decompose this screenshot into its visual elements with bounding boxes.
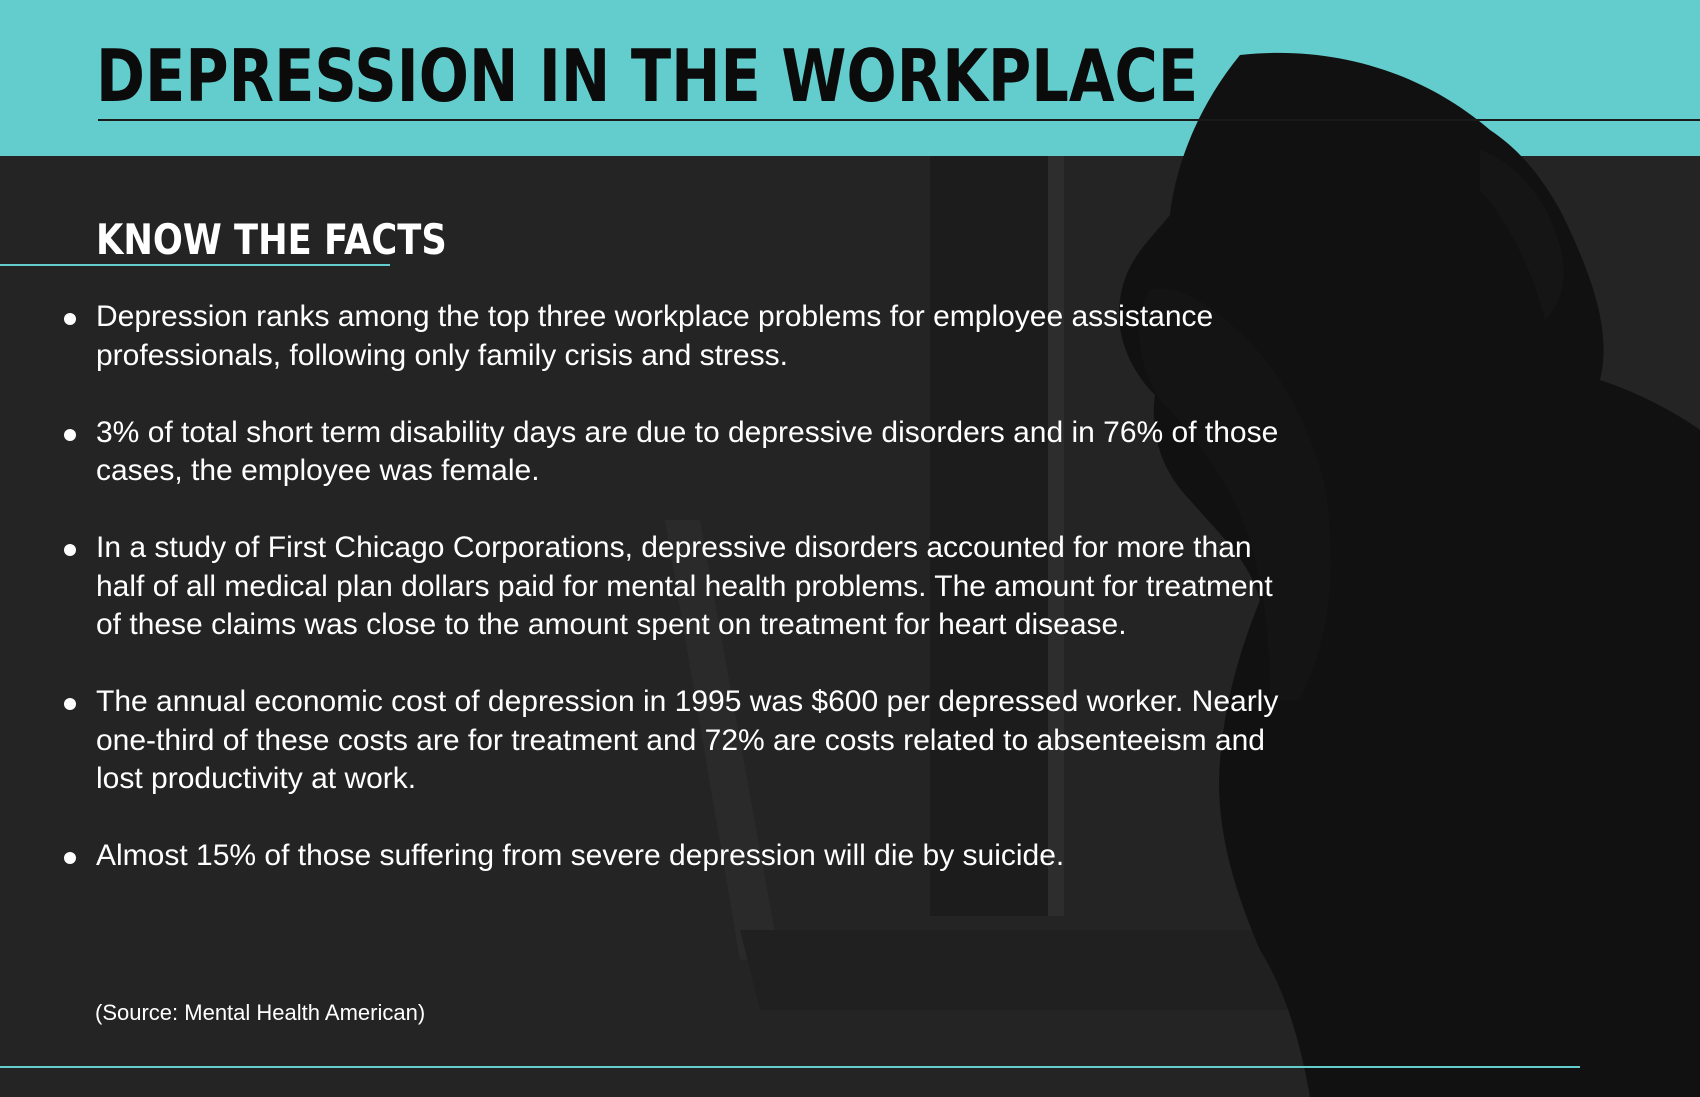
fact-text: Depression ranks among the top three workplace problems for employee assistance professionals, following only family crisis and stress.	[96, 300, 1214, 372]
footer-divider	[0, 1066, 1580, 1068]
fact-text: 3% of total short term disability days are due to depressive disorders and in 76% of those cases, the employee was female.	[96, 415, 1279, 487]
fact-text: In a study of First Chicago Corporations, depressive disorders accounted for more than half of all medical plan dollars paid for mental health problems. The amount for treatment of these claims was close to the amount spent on treatment for heart disease.	[96, 531, 1273, 641]
bullet-icon	[64, 544, 76, 556]
section-heading: KNOW THE FACTS	[96, 215, 447, 264]
facts-list	[60, 298, 1280, 914]
source-citation: (Source: Mental Health American)	[95, 1000, 426, 1025]
bullet-icon	[64, 429, 76, 441]
page-title: DEPRESSION IN THE WORKPLACE	[96, 34, 1199, 118]
fact-item	[60, 837, 1280, 876]
bullet-icon	[64, 313, 76, 325]
laptop-base	[740, 930, 1320, 1010]
section-heading-underline	[0, 264, 390, 266]
bullet-icon	[64, 852, 76, 864]
fact-item	[60, 414, 1280, 491]
fact-item	[60, 529, 1280, 645]
fact-text: The annual economic cost of depression in 1995 was $600 per depressed worker. Nearly one-third of these costs are for treatment and 72% are costs related to absenteeism and lost productivity at work.	[96, 685, 1279, 795]
fact-item	[60, 298, 1280, 375]
bullet-icon	[64, 698, 76, 710]
fact-item	[60, 683, 1280, 799]
fact-text: Almost 15% of those suffering from severe depression will die by suicide.	[96, 839, 1065, 872]
